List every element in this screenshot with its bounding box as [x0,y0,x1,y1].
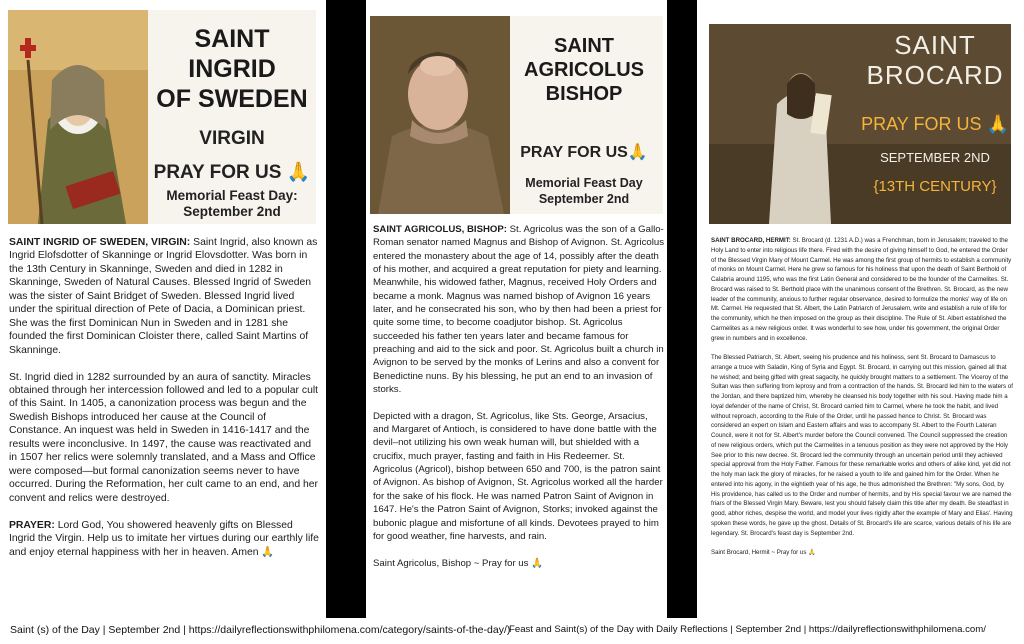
brocard-p1-body: St. Brocard (d. 1231 A.D.) was a Frenchman, born in Jerusalem; traveled to the Holy Land to enter into religious life there. Fired with the desire of giving himself to God, he entered the Order of the Blessed Virgin Mary of Mount Carmel. He was among the first group of hermits to establish a community of monks on Mount Carmel. Here he grew so famous for his holiness that upon the death of Saint Berthold of Calabria around 1195, who was the first Latin General and considered to be the founder of the Carmelites. St. Brocard was raised to St. Berthold place with the unanimous consent of the Brethren. St. Brocard, as the new leader of the community, anxious to further regular observance, desired to formulize the monks' way of life on Mt. Carmel. He requested that St. Albert, the Latin Patriarch of Jerusalem, write and establish a rule of life for the community, which he then imposed on the group as their discipline. The Rule of St. Albert established the Carmelites as a new religious order. It was wonderful to see how, under his government, the original Order grew in numbers and in excellence. [711,237,1012,342]
ingrid-paragraph-2: St. Ingrid died in 1282 surrounded by an aura of sanctity. Miracles obtained through her intercession followed and led to a popular cult of this Saint. In 1405, a canonization process was begun and the Swedish Bishops introduced her cause at the Council of Constance. An inquest was held in Sweden in 1416-1417 and the results were inconclusive. In 1497, the cause was reactivated and in 1507 her relics were solemnly translated, and a Mass and Office were composed—but formal canonization seems never to have occurred. During the Reformation, her cult came to an end, and her convent and relics were destroyed. [9,371,319,504]
agricolus-lead: SAINT AGRICOLUS, BISHOP: [373,224,507,235]
agricolus-banner [370,16,663,214]
agricolus-paragraph-2: Depicted with a dragon, St. Agricolus, like Sts. George, Arsacius, and Margaret of Antioch, is considered to have done battle with the devil–not utilizing his own weak human will, but shielded with a crucifix, much prayer, fasting and faith in His Redeemer. St. Agricolus (Agricol), bishop between 650 and 700, is the patron saint of Avignon. As bishop of Avignon, St. Agricolus worked all the harder for the sake of his flock. He was named Patron Saint of Avignon in 1647. He's the Patron Saint of Avignon, Storks; invoked against the bubonic plague and misfortune of all kinds. Devotees prayed to him for good weather, fine harvests, and rain. [373,410,663,542]
divider-right [667,0,697,618]
ingrid-subtitle: VIRGIN [199,128,265,149]
brocard-paragraph-1 [711,236,1014,343]
brocard-pray: PRAY FOR US 🙏 [861,114,1009,134]
ingrid-title [148,24,316,114]
agricolus-feast-line-2: September 2nd [538,192,630,206]
agricolus-panel [366,0,667,620]
brocard-title-line-2: BROCARD [866,60,1004,90]
ingrid-text [9,236,319,572]
agricolus-title-line-3: BISHOP [545,83,623,105]
agricolus-paragraph-3: Saint Agricolus, Bishop ~ Pray for us 🙏 [373,557,544,569]
ingrid-prayer-lead: PRAYER: [9,519,55,531]
ingrid-panel [0,0,326,620]
ingrid-title-line-3: OF SWEDEN [156,85,308,113]
agricolus-feast-line-1: Memorial Feast Day [525,176,643,190]
brocard-lead: SAINT BROCARD, HERMIT: [711,237,791,244]
agricolus-portrait-image [370,16,510,214]
agricolus-title-line-1: SAINT [554,35,614,57]
agricolus-title [506,34,662,106]
agricolus-pray: PRAY FOR US🙏 [520,144,648,161]
ingrid-portrait-image [8,10,148,224]
brocard-title-line-1: SAINT [894,30,976,60]
ingrid-lead: SAINT INGRID OF SWEDEN, VIRGIN: [9,237,191,248]
ingrid-p1-body: Saint Ingrid, also known as Ingrid Elofsdotter of Skanninge or Ingrid Elovsdotter. Was born in the 13th Century in Skanninge, Sweden and died in 1282 in Skanninge, Sweden of Natural Causes. Blessed Ingrid of Sweden was the sister of Saint Bridget of Sweden. Blessed Ingrid lived under the spiritual direction of Pete of Dacia, a Dominican priest. She was the first Dominican Nun in Sweden and in 1281 she founded the first Dominican Cloister there, called Saint Martins of Skanninge. [9,237,318,356]
divider-left [326,0,366,618]
ingrid-feast-line-2: September 2nd [183,204,281,219]
ingrid-paragraph-3 [9,519,319,559]
brocard-paragraph-2: The Blessed Patriarch, St. Albert, seeing his prudence and his holiness, sent St. Brocard to Damascus to arrange a truce with Saladin, King of Syria and Egypt. St. Brocard, in carrying out this mission, gained all that he wished; and being gifted with great sagacity, he quickly brought matters to a settlement. The Viceroy of the Sultan was then suffering from leprosy and from a contraction of the hands. St. Brocard led him to the waters of the Jordan, and there baptized him, whereby he cleansed his body together with his soul. Having made him a loyal defender of the name of Christ, St. Brocard carried him to Carmel, where he took the habit, and lived without reproach, according to the Rule of the Order, until he passed hence to Christ. St. Brocard was considered an expert on Islam and Eastern affairs and was to accompany St. Albert to the Fourth Lateran Council, were it not for St. Albert's murder before the Council convened. The Council suppressed the creation of new religious orders, which put the Carmelites in a tenuous position as they were not approved by the Holy See prior to this new decree. St. Brocard led the community through an uncertain period until they achieved special approval from the Holy Father. Famous for these remarkable works and others of alike kind, yet did not the holy man lack the glory of miracles, for he raised a youth to life and gained him for the Order. When he entered into his agony, in the eightieth year of his age, he thus admonished the Brethren: "My sons, God, by His providence, has called us to the Order and number of hermits, and by His special favour we are named the friars of the Blessed Virgin Mary. Beware, lest you should falsely claim this title after my death. Be steadfast in good, abhor riches, despise the world, and model your lives rigidly after the example of Mary and Elias'. Having spoken these words, he gave up the ghost. Details of St. Brocard's life are scarce, various details of his life are legendary. St. Brocard's feast day is September 2nd. [711,354,1013,537]
agricolus-title-line-2: AGRICOLUS [524,59,644,81]
footer-left-caption: Saint (s) of the Day | September 2nd | https://dailyreflectionswithphilomena.com/category/saints-of-the-day/) [10,624,511,636]
brocard-paragraph-3: Saint Brocard, Hermit ~ Pray for us 🙏 [711,549,816,556]
ingrid-paragraph-1 [9,236,319,357]
ingrid-title-line-1: SAINT [194,25,270,53]
ingrid-pray: PRAY FOR US 🙏 [153,162,311,183]
ingrid-prayer-body: Lord God, You showered heavenly gifts on Blessed Ingrid the Virgin. Help us to imitate her virtues during our earthly life and enjoy eternal happiness with her in heaven. Amen 🙏 [9,519,319,558]
brocard-feast: SEPTEMBER 2ND [880,150,990,165]
brocard-panel [697,0,1024,620]
ingrid-feast-line-1: Memorial Feast Day: [166,188,298,203]
brocard-banner [709,24,1011,224]
brocard-century: {13TH CENTURY} [873,178,997,195]
agricolus-p1-body: St. Agricolus was the son of a Gallo-Roman senator named Magnus and Bishop of Avignon. St. Agricolus entered the monastery about the age of 14, possibly after the death of his mother, and acquired a great reputation for piety and learning. Meanwhile, his widowed father, Magnus, received Holy Orders and became a monk. Magnus was named bishop of Avignon 16 years later, and he consecrated his son, who by then had been a priest for quite some time, to become coadjutor bishop. St. Agricolus succeeded his father ten years later and became famous for preaching and aid to the sick and poor. St. Agricolus built a church in Avignon to be served by the monks of Lerins and also a convent for Benedictine nuns. By his blessing, he put an end to an invasion of storks. [373,224,665,396]
brocard-text [711,236,1014,568]
agricolus-text [373,223,665,583]
agricolus-paragraph-1 [373,223,665,396]
brocard-title [859,30,1011,90]
ingrid-title-line-2: INGRID [188,55,276,83]
footer-right-caption: Feast and Saint(s) of the Day with Daily Reflections | September 2nd | https://dailyreflectionswithphilomena.com/ [509,624,986,635]
ingrid-banner [8,10,316,224]
